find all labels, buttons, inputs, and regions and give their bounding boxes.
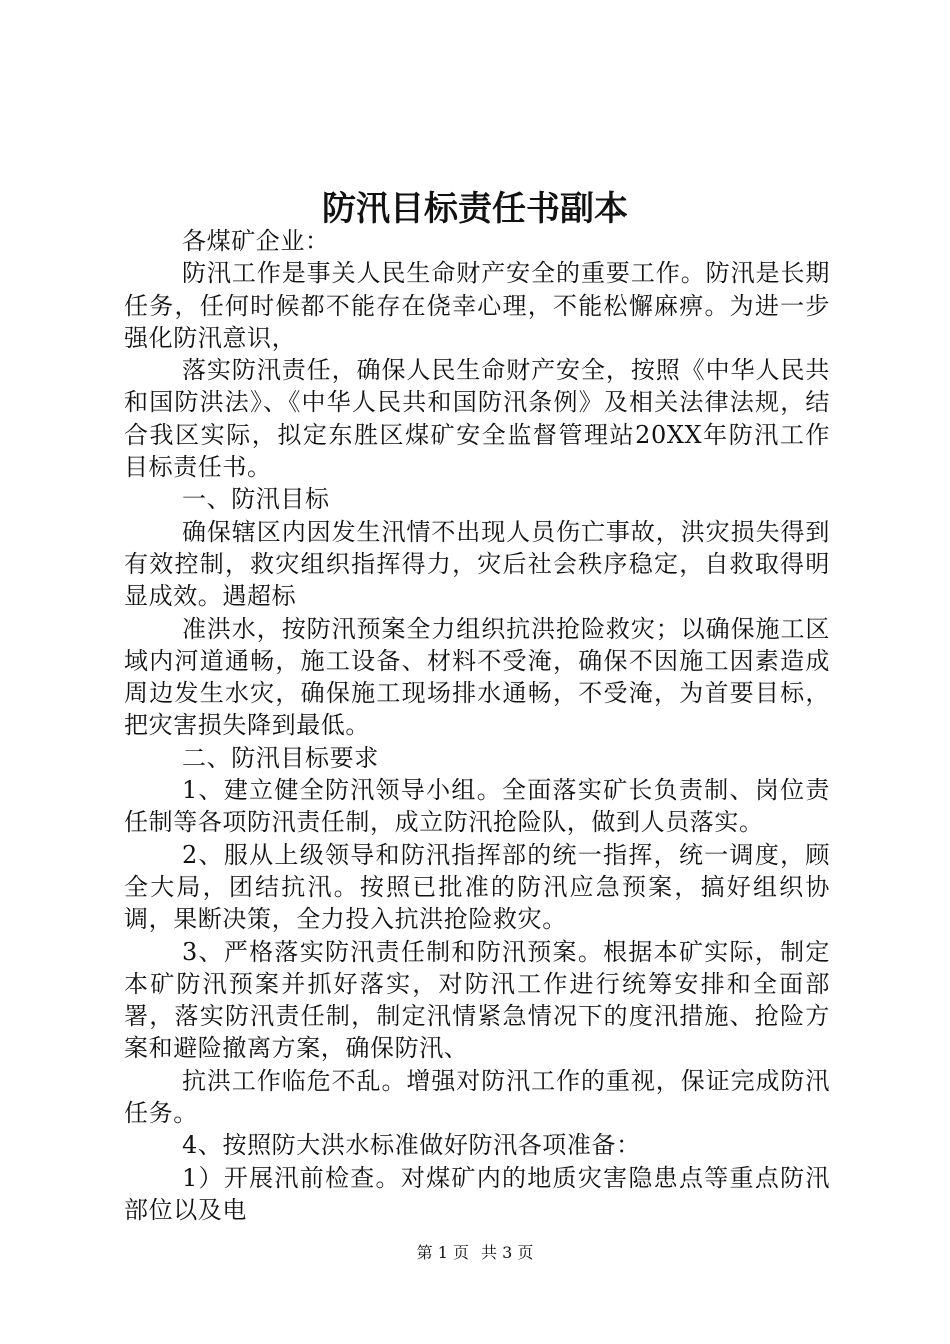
page-number: 第 1 页	[416, 1243, 469, 1262]
page-footer	[0, 1241, 950, 1265]
document-title: 防汛目标责任书副本	[322, 189, 628, 229]
body-paragraph: 落实防汛责任，确保人民生命财产安全，按照《中华人民共和国防洪法》、《中华人民共和国防汛条例》及相关法律法规，结合我区实际，拟定东胜区煤矿安全监督管理站20XX年防汛工作目标责任书。	[124, 356, 830, 482]
body-paragraph: 准洪水，按防汛预案全力组织抗洪抢险救灾；以确保施工区域内河道通畅，施工设备、材料不受淹，确保不因施工因素造成周边发生水灾，确保施工现场排水通畅，不受淹，为首要目标，把灾害损失降到最低。	[124, 614, 830, 740]
document-body	[124, 225, 830, 1226]
section-heading: 二、防汛目标要求	[182, 743, 379, 772]
list-item: 3、严格落实防汛责任制和防汛预案。根据本矿实际，制定本矿防汛预案并抓好落实，对防汛工作进行统筹安排和全面部署，落实防汛责任制，制定汛情紧急情况下的度汛措施、抢险方案和避险撤离方案，确保防汛、	[124, 937, 830, 1063]
list-item: 2、服从上级领导和防汛指挥部的统一指挥，统一调度，顾全大局，团结抗汛。按照已批准的防汛应急预案，搞好组织协调，果断决策，全力投入抗洪抢险救灾。	[124, 840, 830, 934]
body-paragraph: 防汛工作是事关人民生命财产安全的重要工作。防汛是长期任务，任何时候都不能存在侥幸心理，不能松懈麻痹。为进一步强化防汛意识，	[124, 259, 830, 352]
sub-list-item: 1）开展汛前检查。对煤矿内的地质灾害隐患点等重点防汛部位以及电	[124, 1163, 830, 1224]
section-heading: 一、防汛目标	[182, 485, 330, 514]
greeting-paragraph: 各煤矿企业：	[182, 227, 330, 255]
body-paragraph: 抗洪工作临危不乱。增强对防汛工作的重视，保证完成防汛任务。	[124, 1066, 830, 1128]
body-paragraph: 确保辖区内因发生汛情不出现人员伤亡事故，洪灾损失得到有效控制，救灾组织指挥得力，灾后社会秩序稳定，自救取得明显成效。遇超标	[124, 517, 830, 611]
page-total: 共 3 页	[481, 1243, 534, 1262]
list-item: 1、建立健全防汛领导小组。全面落实矿长负责制、岗位责任制等各项防汛责任制，成立防汛抢险队，做到人员落实。	[124, 776, 830, 837]
list-item: 4、按照防大洪水标准做好防汛各项准备：	[182, 1131, 641, 1160]
